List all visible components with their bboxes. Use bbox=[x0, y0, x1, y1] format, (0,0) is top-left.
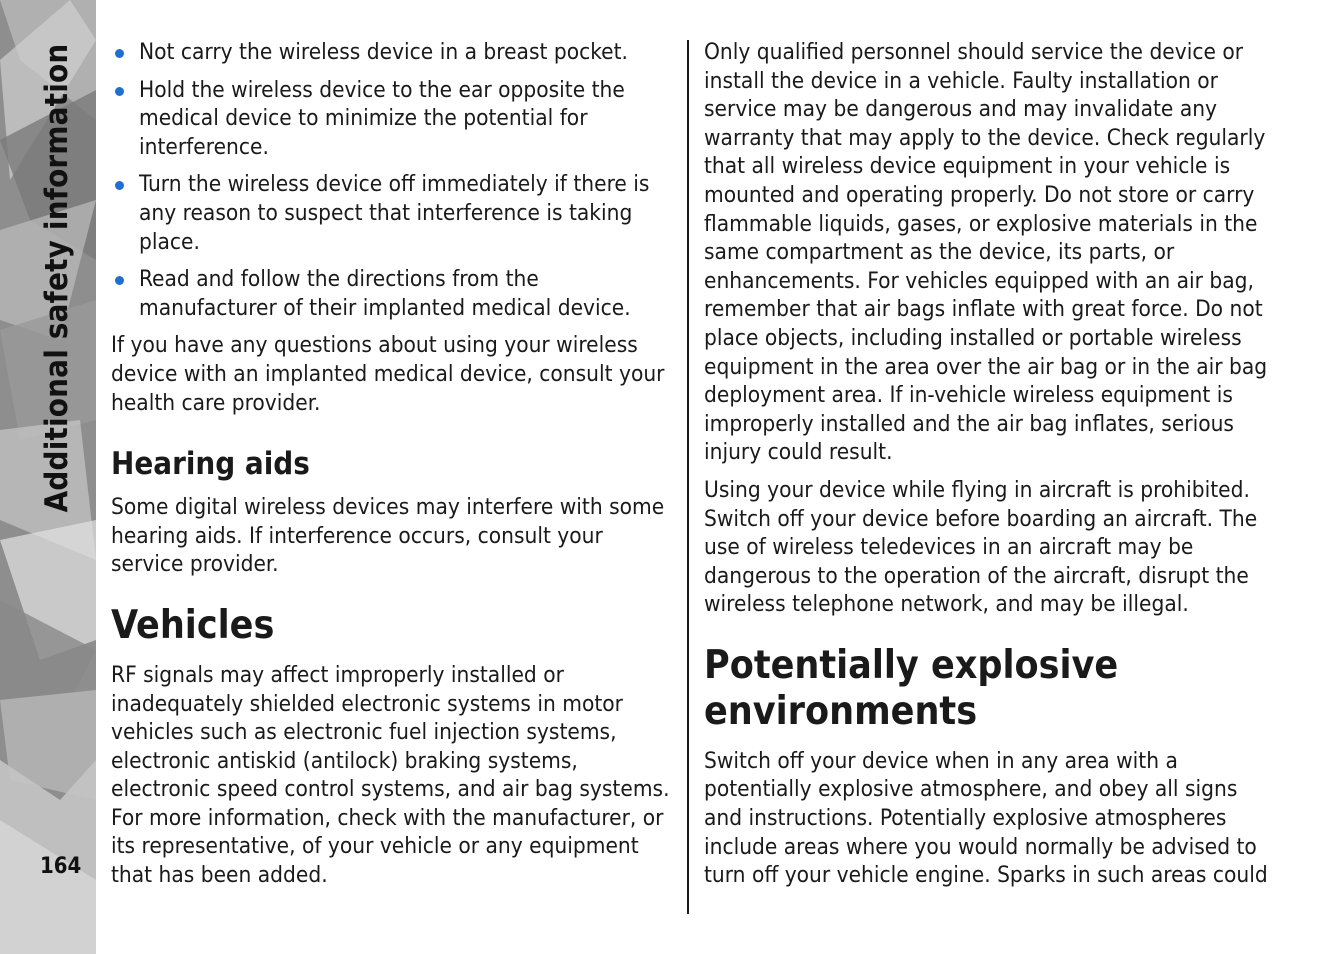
service-paragraph bbox=[704, 38, 1270, 467]
text-line: inadequately shielded electronic systems in motor bbox=[111, 690, 623, 717]
side-banner bbox=[0, 0, 96, 954]
text-line: hearing aids. If interference occurs, consult your bbox=[111, 522, 603, 549]
vehicles-paragraph bbox=[111, 661, 679, 890]
text-line: enhancements. For vehicles equipped with an air bag, bbox=[704, 267, 1254, 294]
text-line: electronic antiskid (antilock) braking systems, bbox=[111, 747, 578, 774]
text-line: device with an implanted medical device, consult your bbox=[111, 360, 665, 387]
list-item-text: interference. bbox=[139, 133, 269, 160]
text-line: turn off your vehicle engine. Sparks in such areas could bbox=[704, 862, 1268, 889]
text-line: vehicles such as electronic fuel injection systems, bbox=[111, 719, 617, 746]
list-item-text: any reason to suspect that interference is taking bbox=[139, 199, 633, 226]
text-line: its representative, of your vehicle or any equipment bbox=[111, 833, 639, 860]
bullet-icon bbox=[115, 276, 124, 285]
text-line: install the device in a vehicle. Faulty installation or bbox=[704, 67, 1218, 94]
list-item-text: Not carry the wireless device in a breast pocket. bbox=[139, 39, 628, 65]
list-item-text: medical device to minimize the potential for bbox=[139, 105, 588, 132]
left-column bbox=[111, 38, 679, 899]
text-line: service provider. bbox=[111, 551, 279, 578]
text-line: Switch off your device before boarding an aircraft. The bbox=[704, 505, 1258, 532]
text-line: If you have any questions about using your wireless bbox=[111, 332, 638, 359]
text-line: use of wireless teledevices in an aircraft may be bbox=[704, 534, 1194, 561]
precaution-list bbox=[111, 38, 679, 322]
page-number: 164 bbox=[40, 854, 82, 879]
explosive-paragraph bbox=[704, 747, 1270, 890]
text-line: wireless telephone network, and may be illegal. bbox=[704, 591, 1189, 618]
bullet-icon bbox=[115, 181, 124, 190]
right-column bbox=[704, 38, 1270, 899]
questions-paragraph bbox=[111, 331, 679, 417]
text-line: health care provider. bbox=[111, 389, 321, 416]
explosive-environments-heading bbox=[704, 643, 1270, 735]
text-line: RF signals may affect improperly installed or bbox=[111, 661, 564, 688]
text-line: electronic speed control systems, and air bag systems. bbox=[111, 776, 670, 803]
text-line: equipment in the area over the air bag or in the air bag bbox=[704, 353, 1268, 380]
text-line: service may be dangerous and may invalidate any bbox=[704, 96, 1218, 123]
text-line: that has been added. bbox=[111, 862, 328, 889]
text-line: same compartment as the device, its parts, or bbox=[704, 239, 1175, 266]
text-line: flammable liquids, gases, or explosive materials in the bbox=[704, 210, 1258, 237]
text-line: Using your device while flying in aircraft is prohibited. bbox=[704, 476, 1250, 503]
vehicles-heading: Vehicles bbox=[111, 602, 275, 648]
list-item bbox=[111, 265, 679, 322]
text-line: Only qualified personnel should service the device or bbox=[704, 39, 1244, 65]
text-line: include areas where you would normally be advised to bbox=[704, 833, 1257, 860]
hearing-aids-paragraph bbox=[111, 493, 679, 579]
list-item-text: Read and follow the directions from the bbox=[139, 266, 539, 293]
bullet-icon bbox=[115, 49, 124, 58]
text-line: improperly installed and the air bag inflates, serious bbox=[704, 410, 1234, 437]
list-item bbox=[111, 38, 679, 67]
list-item-text: Hold the wireless device to the ear opposite the bbox=[139, 76, 625, 103]
list-item bbox=[111, 76, 679, 162]
text-line: and instructions. Potentially explosive atmospheres bbox=[704, 805, 1227, 832]
text-line: injury could result. bbox=[704, 439, 893, 466]
bullet-icon bbox=[115, 87, 124, 96]
list-item-text: Turn the wireless device off immediately if there is bbox=[139, 171, 650, 198]
heading-line: environments bbox=[704, 688, 978, 734]
text-line: place objects, including installed or portable wireless bbox=[704, 324, 1242, 351]
text-line: warranty that may apply to the device. Check regularly bbox=[704, 124, 1266, 151]
list-item-text: manufacturer of their implanted medical device. bbox=[139, 294, 631, 321]
hearing-aids-heading: Hearing aids bbox=[111, 446, 310, 483]
list-item-text: place. bbox=[139, 228, 200, 255]
text-line: deployment area. If in-vehicle wireless equipment is bbox=[704, 382, 1233, 409]
heading-line: Potentially explosive bbox=[704, 642, 1119, 688]
text-line: For more information, check with the manufacturer, or bbox=[111, 804, 664, 831]
text-line: Switch off your device when in any area with a bbox=[704, 747, 1178, 774]
section-title-vertical: Additional safety information bbox=[39, 43, 75, 513]
text-line: dangerous to the operation of the aircraft, disrupt the bbox=[704, 562, 1249, 589]
text-line: that all wireless device equipment in your vehicle is bbox=[704, 153, 1231, 180]
text-line: potentially explosive atmosphere, and obey all signs bbox=[704, 776, 1238, 803]
text-line: remember that air bags inflate with great force. Do not bbox=[704, 296, 1263, 323]
list-item bbox=[111, 170, 679, 256]
text-line: mounted and operating properly. Do not store or carry bbox=[704, 181, 1255, 208]
column-divider bbox=[687, 40, 689, 914]
text-line: Some digital wireless devices may interfere with some bbox=[111, 494, 665, 521]
aircraft-paragraph bbox=[704, 476, 1270, 619]
